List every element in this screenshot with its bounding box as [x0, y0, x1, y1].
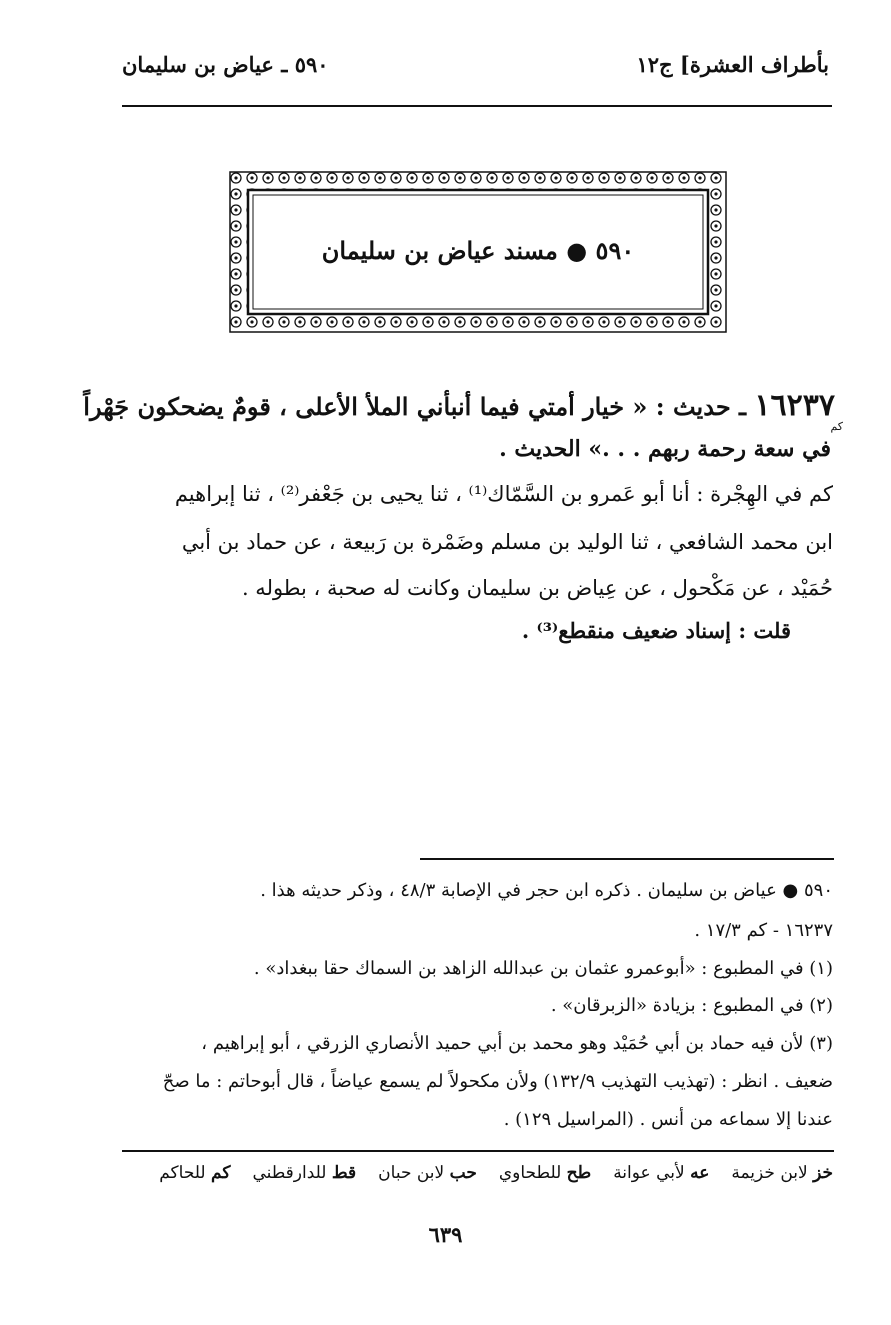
isnad-line2: ابن محمد الشافعي ، ثنا الوليد بن مسلم وضَمْرة بن رَبيعة ، عن حماد بن أبي [181, 530, 833, 554]
legend-name: لأبي عوانة [613, 1163, 685, 1183]
abbreviation-legend [159, 1163, 833, 1183]
hadith-text-line2: في سعة رحمة ربهم . . .» الحديث . [499, 436, 831, 462]
legend-name: للدارقطني [252, 1163, 327, 1183]
footnote-entry: ضعيف . انظر : (تهذيب التهذيب ١٣٢/٩) ولأن مكحولاً لم يسمع عياضاً ، قال أبوحاتم : ما صحّ [162, 1071, 833, 1092]
hadith-number: ١٦٢٣٧ [754, 388, 835, 423]
footnote-entry: ١٦٢٣٧ - كم ١٧/٣ . [694, 920, 833, 941]
editor-note: قلت : إسناد ضعيف منقطع⁽³⁾ . [521, 618, 791, 643]
header-rule [122, 105, 832, 107]
isnad-line1: كم في الهِجْرة : أنا أبو عَمرو بن السَّمّاك⁽¹⁾ ، ثنا يحيى بن جَعْفر⁽²⁾ ، ثنا إبراهيم [174, 482, 833, 506]
hadith-heading [83, 388, 835, 423]
legend-item [159, 1163, 230, 1183]
running-header-section: ٥٩٠ ـ عياض بن سليمان [122, 52, 329, 77]
isnad-line3: حُمَيْد ، عن مَكْحول ، عن عِياض بن سليمان وكانت له صحبة ، بطوله . [241, 576, 833, 600]
musnad-title: ٥٩٠ ● مسند عياض بن سليمان [321, 236, 635, 265]
footnote-entry: (٢) في المطبوع : بزيادة «الزبرقان» . [550, 995, 833, 1016]
running-header-book: بأطراف العشرة] ج١٢ [636, 52, 829, 77]
footnote-entry: عندنا إلا سماعه من أنس . (المراسيل ١٢٩) . [503, 1109, 833, 1130]
legend-item [731, 1163, 833, 1183]
legend-item [499, 1163, 591, 1183]
legend-abbr: عه [690, 1163, 710, 1183]
legend-item [613, 1163, 709, 1183]
legend-item [252, 1163, 356, 1183]
legend-abbr: قط [331, 1163, 357, 1183]
footnote-entry: ٥٩٠ ● عياض بن سليمان . ذكره ابن حجر في الإصابة ٤٨/٣ ، وذكر حديثه هذا . [260, 880, 833, 901]
legend-name: للحاكم [159, 1163, 206, 1183]
legend-abbr: كم [211, 1163, 231, 1183]
legend-rule [122, 1150, 834, 1152]
legend-name: لابن حبان [378, 1163, 445, 1183]
legend-abbr: طح [566, 1163, 592, 1183]
footnote-entry: (٣) لأن فيه حماد بن أبي حُمَيْد وهو محمد بن أبي حميد الأنصاري الزرقي ، أبو إبراهيم ، [201, 1033, 833, 1054]
footnote-rule [420, 858, 834, 860]
legend-name: للطحاوي [498, 1163, 562, 1183]
source-siglum: كم [830, 420, 843, 433]
legend-abbr: خز [813, 1163, 833, 1183]
hadith-text-line1: ـ حديث : « خيار أمتي فيما أنبأني الملأ الأعلى ، قومٌ يضحكون جَهْراً [83, 392, 755, 421]
legend-name: لابن خزيمة [731, 1163, 808, 1183]
legend-item [378, 1163, 477, 1183]
footnote-entry: (١) في المطبوع : «أبوعمرو عثمان بن عبدالله الزاهد بن السماك حقا ببغداد» . [253, 958, 833, 979]
page-number: ٦٣٩ [428, 1222, 463, 1247]
legend-abbr: حب [449, 1163, 477, 1183]
